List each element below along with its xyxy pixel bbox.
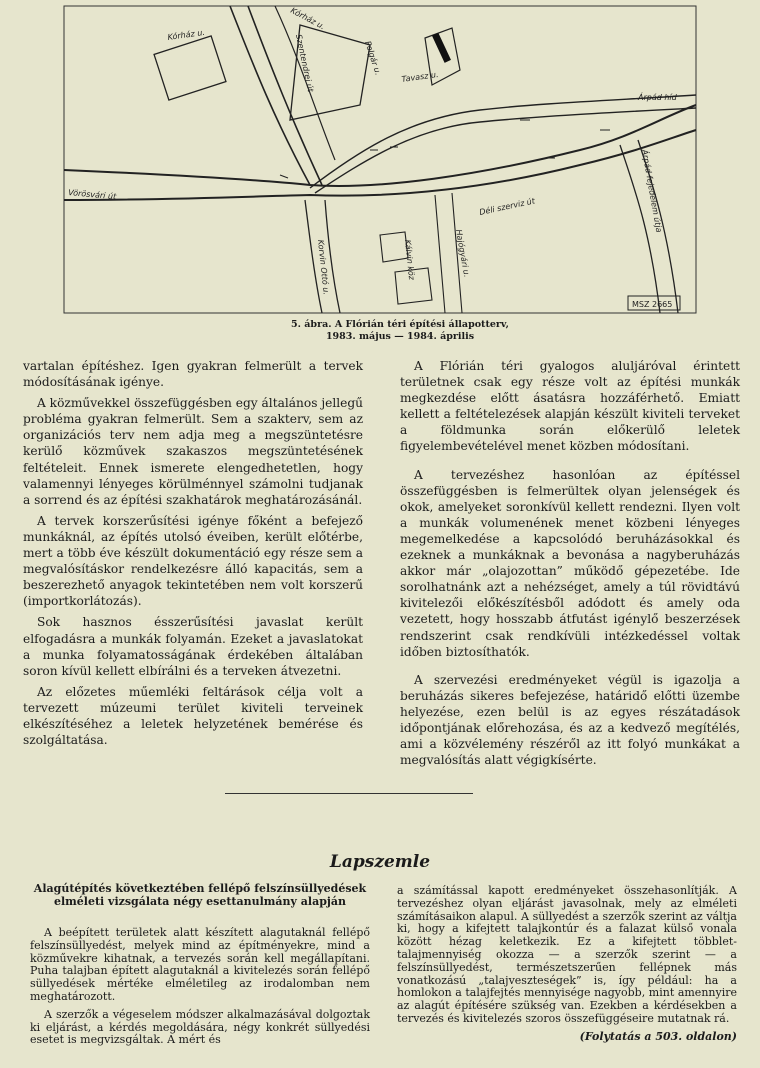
paragraph: Sok hasznos ésszerűsítési javaslat került elfogadásra a munkák folyamán. Ezeket a javaslatokat a munka folyamatosságának érdekében általában soron kívül kellett elbírálni és a terveken átvezetni.: [23, 615, 363, 678]
paragraph: Az előzetes műemléki feltárások célja volt a tervezett múzeumi terület kiviteli terveinek elkészítéséhez a leletek helyzetének bemérése és szolgáltatása.: [23, 684, 363, 748]
review-column-left: [30, 927, 370, 1052]
map-label-kalvin: Kálvin köz: [403, 239, 417, 281]
review-article-title: Alagútépítés következtében fellépő felszínsüllyedések elméleti vizsgálata négy esettanulmány alapján: [33, 882, 367, 908]
figure-caption-line-1: 5. ábra. A Flórián téri építési állapotterv,: [291, 319, 509, 330]
map-label-deli: Déli szerviz út: [478, 196, 536, 217]
continuation-note: (Folytatás a 503. oldalon): [579, 1029, 737, 1043]
paragraph: A Flórián téri gyalogos aluljáróval érintett területnek csak egy része volt az építési munkák megkezdése előtt ásatásra hozzáférhető. Emiatt kellett a feltételezések alapján készült kiviteli terveket a földmunka során előkerülő leletek figyelembevételével menet közben módosítani.: [400, 359, 740, 454]
paragraph: A tervek korszerűsítési igénye főként a befejező munkáknál, az építés utolsó éveiben, került előtérbe, mert a több éve készült dokumentáció egy része sem a megvalósításkor rendelkezésre álló kapacitás, sem a beszerezhető anyagok tekintetében nem volt korszerű (importkorlátozás).: [23, 513, 363, 609]
review-column-right: [397, 885, 737, 1044]
map-label-hajogyari: Hajógyári u.: [454, 228, 472, 279]
body-column-left: [23, 358, 363, 753]
site-plan-figure: [60, 0, 700, 340]
map-label-polgar: Polgár u.: [363, 39, 383, 77]
map-stamp: MSZ 2665: [632, 300, 673, 309]
map-label-varosmajor: Vörösvári út: [67, 188, 117, 202]
map-label-korhaz-1: Kórház u.: [167, 27, 206, 42]
section-title: Lapszemle: [329, 852, 431, 872]
paragraph: A szerzők a végeselem módszer alkalmazásával dolgoztak ki eljárást, a kérdés megoldására, négy konkrét süllyedési esetet is megvizsgáltak. A mért és: [30, 1007, 370, 1047]
body-column-right: [400, 358, 740, 780]
map-label-korvin: Korvin Ottó u.: [316, 239, 331, 296]
figure-caption: [255, 319, 545, 343]
map-label-tavasz: Tavasz u.: [401, 69, 440, 84]
map-label-korhaz-2: Kórház u.: [289, 5, 327, 32]
map-label-arpad-fejedelem: Árpád fejedelem útja: [640, 148, 664, 234]
paragraph: A tervezéshez hasonlóan az építéssel összefüggésben is felmerültek olyan jelenségek és okok, amelyeket soronkívül kellett rendezni. Ilyen volt a munkák volumenének menet közbeni lényeges megemelkedése a kapcsolódó beruházásokkal és ezeknek a munkáknak a bevonása a nagyberuházás akkor már „olajozottan” működő gépezetébe. Ide sorolhatnánk azt a nehézséget, amely a túl rövidtávú kivitelezői előkészítésből adódott és amely oda vezetett, hogy hosszabb átfutást igénylő beszerzések rendszerint csak rendkívüli intézkedéssel voltak időben biztosíthatók.: [400, 467, 740, 659]
map-label-szentendrei: Szentendrei út: [294, 33, 316, 93]
figure-caption-line-2: 1983. május — 1984. április: [325, 331, 475, 342]
paragraph: A közművekkel összefüggésben egy általános jellegű probléma gyakran felmerült. Sem a szakterv, sem az organizációs terv nem adja meg a megszüntetésre kerülő közművek szakaszos megszüntetésének feltételeit. Ennek ismerete elengedhetetlen, hogy valamennyi lényeges körülménnyel számolni tudjanak a sorrend és az építési szakhatárok meghatározásánál.: [23, 396, 363, 507]
paragraph: vartalan építéshez. Igen gyakran felmerült a tervek módosításának igénye.: [23, 359, 363, 390]
section-divider: [225, 793, 473, 794]
paragraph: A beépített területek alatt készített alagutaknál fellépő felszínsüllyedést, melyek mind az építményekre, mind a közművekre kihatnak, a tervezés során kell megállapítani. Puha talajban épített alagutaknál a kivitelezés során fellépő süllyedések mértéke elméletileg az irodalomban nem meghatározott.: [30, 926, 370, 1003]
paragraph: A szervezési eredményeket végül is igazolja a beruházás sikeres befejezése, határidő előtti üzembe helyezése, ezen belül is az egyes részátadások időpontjának előrehozása, és az a kedvező megítélés, ami a közvélemény részéről az itt folyó munkákat a megvalósítás alatt végigkísérte.: [400, 672, 740, 768]
paragraph: a számítással kapott eredményeket összehasonlítják. A tervezéshez olyan eljárást javasolnak, mely az elméleti számításaikon alapul. A süllyedést a szerzők szerint az váltja ki, hogy a kifejtett talajkontúr és a falazat külső vonala között hézag keletkezik. Ez a kifejtett többlet-talajmennyiség okozza — a szerzők szerint — a felszínsüllyedést, természetszerűen fellépnek más vonatkozású „talajveszteségek” is, így például: ha a homlokon a talajfejtés mennyisége nagyobb, mint amennyire az alagút építésére szükség van. Ezekben a kérdésekben a tervezés és kivitelezés szoros összefüggéseire mutatnak rá.: [397, 884, 737, 1025]
map-label-arpad-hid: Árpád híd: [638, 93, 677, 102]
